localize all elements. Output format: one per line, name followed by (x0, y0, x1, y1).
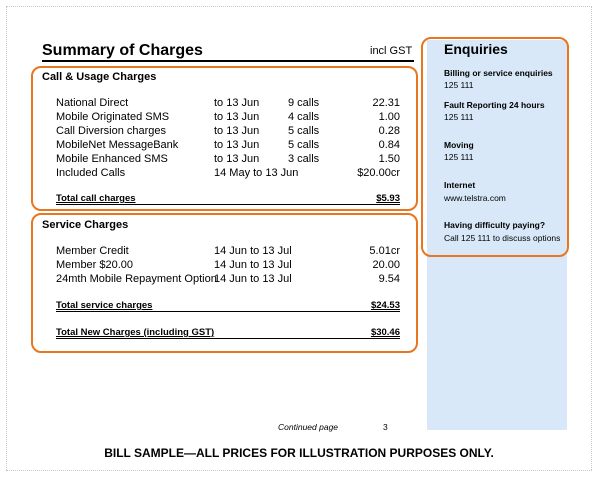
enquiry-value-moving: 125 111 (444, 152, 474, 162)
enquiry-value-difficulty: Call 125 111 to discuss options (444, 233, 561, 243)
charge-desc: Mobile Originated SMS (56, 111, 170, 123)
grand-total-rule (56, 338, 400, 339)
table-row (56, 259, 400, 273)
charge-amount: 9.54 (378, 273, 400, 285)
enquiries-title: Enquiries (444, 41, 508, 57)
charge-period: to 13 Jun (214, 97, 260, 109)
table-row (56, 139, 400, 153)
total-call-charges-label: Total call charges (56, 193, 136, 204)
enquiry-label-moving: Moving (444, 140, 474, 150)
incl-gst-label: incl GST (370, 45, 413, 57)
table-row (56, 97, 400, 111)
charge-desc: Member $20.00 (56, 259, 134, 271)
total-call-charges-amount: $5.93 (376, 193, 400, 204)
charge-period: 14 Jun to 13 Jul (214, 245, 292, 257)
enquiry-value-billing: 125 111 (444, 80, 474, 90)
charge-desc: 24mth Mobile Repayment Option (56, 273, 217, 285)
charge-period: to 13 Jun (214, 111, 260, 123)
charge-calls: 4 calls (288, 111, 320, 123)
total-service-charges-amount: $24.53 (370, 300, 400, 311)
charge-desc: Call Diversion charges (56, 125, 167, 137)
bill-sample-disclaimer: BILL SAMPLE—ALL PRICES FOR ILLUSTRATION PURPOSES ONLY. (104, 446, 494, 460)
enquiry-value-internet[interactable]: www.telstra.com (444, 193, 506, 203)
enquiry-label-billing: Billing or service enquiries (444, 68, 553, 78)
charge-period: to 13 Jun (214, 153, 260, 165)
charge-period: to 13 Jun (214, 139, 260, 151)
charge-desc: National Direct (56, 97, 129, 109)
charge-calls: 3 calls (288, 153, 320, 165)
charge-amount: 0.28 (378, 125, 400, 137)
charge-amount: 22.31 (372, 97, 400, 109)
charge-amount: 5.01cr (369, 245, 400, 257)
charge-amount: 1.50 (378, 153, 400, 165)
charge-calls: 5 calls (288, 125, 320, 137)
call-usage-title: Call & Usage Charges (42, 71, 157, 83)
enquiry-label-fault: Fault Reporting 24 hours (444, 100, 545, 110)
charge-desc: Mobile Enhanced SMS (56, 153, 168, 165)
total-service-rule (56, 311, 400, 312)
table-row (56, 245, 400, 259)
enquiry-label-difficulty: Having difficulty paying? (444, 220, 546, 230)
charge-period: 14 May to 13 Jun (214, 167, 299, 179)
charge-desc: Included Calls (56, 167, 126, 179)
charge-desc: Member Credit (56, 245, 129, 257)
continued-page-label: Continued page (278, 422, 339, 432)
table-row (56, 153, 400, 167)
summary-title: Summary of Charges (42, 42, 203, 59)
page-bottom-border (6, 470, 592, 471)
charge-amount: 0.84 (378, 139, 400, 151)
charge-amount: $20.00cr (357, 167, 400, 179)
grand-total-amount: $30.46 (370, 327, 400, 338)
charge-calls: 5 calls (288, 139, 320, 151)
enquiry-value-fault: 125 111 (444, 112, 474, 122)
charge-calls: 9 calls (288, 97, 320, 109)
table-row (56, 273, 400, 287)
charge-period: to 13 Jun (214, 125, 260, 137)
table-row (56, 125, 400, 139)
service-charges-title: Service Charges (42, 219, 129, 231)
charge-desc: MobileNet MessageBank (56, 139, 179, 151)
table-row (56, 111, 400, 125)
page-number: 3 (383, 422, 388, 432)
enquiry-label-internet: Internet (444, 180, 476, 190)
total-call-rule (56, 204, 400, 205)
total-service-charges-label: Total service charges (56, 300, 153, 311)
title-rule (42, 60, 414, 62)
charge-amount: 1.00 (378, 111, 400, 123)
charge-period: 14 Jun to 13 Jul (214, 259, 292, 271)
grand-total-label: Total New Charges (including GST) (56, 327, 215, 338)
table-row (56, 167, 400, 181)
charge-period: 14 Jun to 13 Jul (214, 273, 292, 285)
charge-amount: 20.00 (372, 259, 400, 271)
